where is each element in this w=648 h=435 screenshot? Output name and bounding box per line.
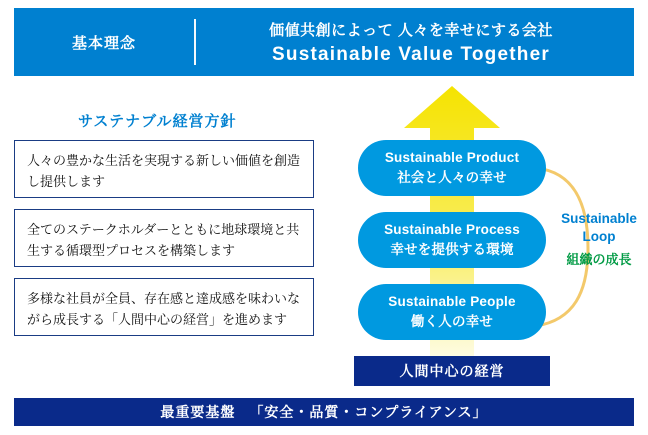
header-banner — [14, 8, 634, 76]
pill-2-en: Sustainable Process — [384, 222, 520, 238]
pill-3-en: Sustainable People — [388, 294, 516, 310]
loop-label-en-line2: Loop — [582, 229, 616, 245]
loop-label-en-line1: Sustainable — [561, 211, 637, 226]
loop-label — [558, 210, 640, 269]
footer-label-left: 最重要基盤 — [160, 404, 236, 420]
pill-sustainable-people — [358, 284, 546, 340]
header-title-group — [196, 19, 634, 66]
header-slogan: Sustainable Value Together — [272, 43, 550, 65]
pill-2-jp: 幸せを提供する環境 — [390, 242, 514, 257]
header-left-label: 基本理念 — [71, 34, 136, 52]
pill-1-jp: 社会と人々の幸せ — [397, 170, 507, 185]
policy-item-2: 全てのステークホルダーとともに地球環境と共生する循環型プロセスを構築します — [14, 209, 314, 267]
footer-bar — [14, 398, 634, 426]
policy-item-3: 多様な社員が全員、存在感と達成感を味わいながら成長する「人間中心の経営」を進めます — [14, 278, 314, 336]
pill-1-en: Sustainable Product — [384, 150, 520, 166]
policy-item-1: 人々の豊かな生活を実現する新しい価値を創造し提供します — [14, 140, 314, 198]
sustainability-diagram — [330, 84, 640, 394]
loop-label-jp: 組織の成長 — [566, 252, 632, 268]
diagram-base-bar: 人間中心の経営 — [354, 356, 550, 386]
pill-3-jp: 働く人の幸せ — [410, 314, 494, 329]
pill-sustainable-process — [358, 212, 546, 268]
header-tagline: 価値共創によって 人々を幸せにする会社 — [269, 21, 553, 39]
header-divider — [194, 19, 196, 65]
pill-sustainable-product — [358, 140, 546, 196]
policy-section-title: サステナブル経営方針 — [78, 113, 237, 130]
footer-label-right: 「安全・品質・コンプライアンス」 — [249, 404, 488, 420]
